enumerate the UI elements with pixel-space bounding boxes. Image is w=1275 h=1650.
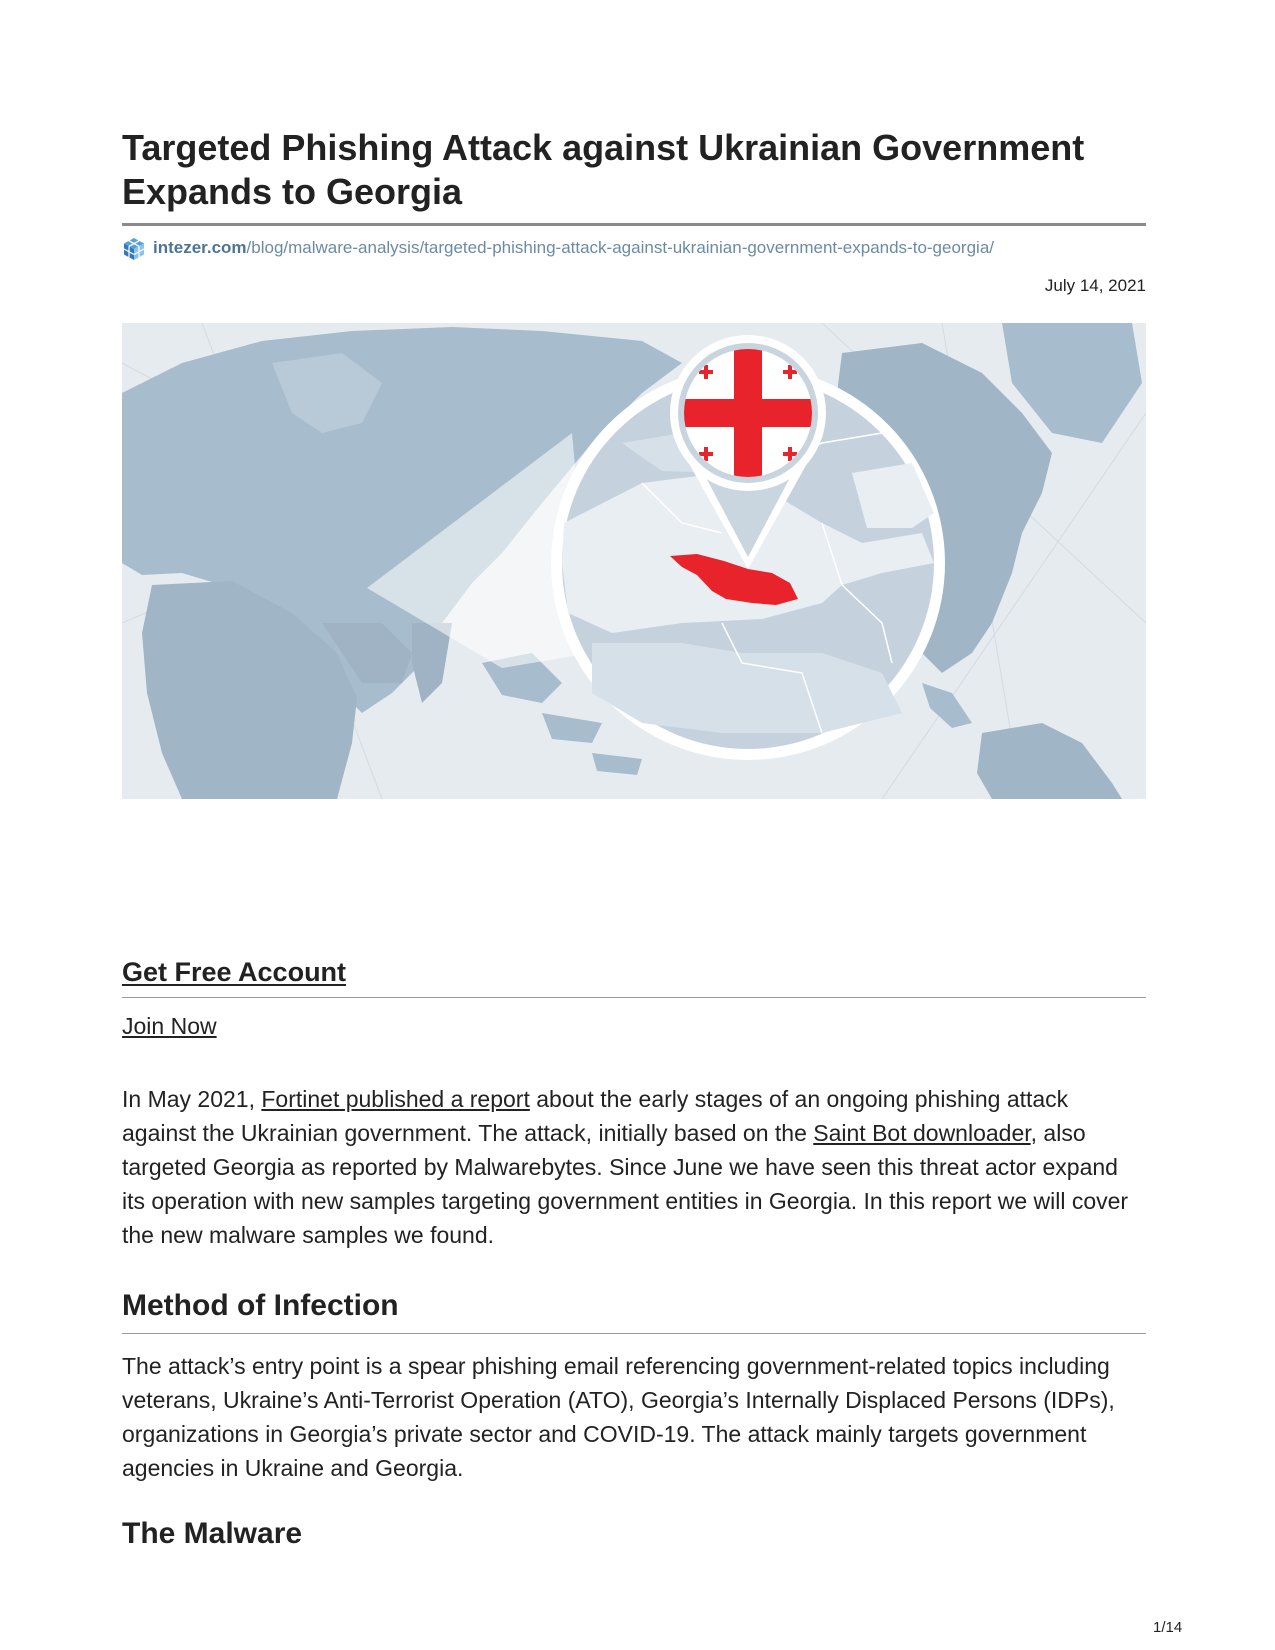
source-line [122,236,1146,260]
saint-bot-link[interactable]: Saint Bot downloader [813,1120,1031,1146]
cta-divider [122,997,1146,998]
article-title: Targeted Phishing Attack against Ukrainian Government Expands to Georgia [122,127,1085,212]
join-now-link[interactable]: Join Now [122,1013,217,1039]
the-malware-heading: The Malware [122,1517,303,1550]
title-divider [122,223,1146,226]
source-url[interactable]: intezer.com/blog/malware-analysis/targeted-phishing-attack-against-ukrainian-government-expands-to-georgia/ [153,238,994,257]
section-divider [122,1333,1146,1334]
intro-paragraph: In May 2021, Fortinet published a report about the early stages of an ongoing phishing attack against the Ukrainian government. The attack, initially based on the Saint Bot downloader, also targeted Georgia as reported by Malwarebytes. Since June we have seen this threat actor expand its operation with new samples targeting government entities in Georgia. In this report we will cover the new malware samples we found. [122,1086,1129,1248]
method-paragraph: The attack’s entry point is a spear phishing email referencing government-related topics including veterans, Ukraine’s Anti-Terrorist Operation (ATO), Georgia’s Internally Displaced Persons (IDPs), organizations in Georgia’s private sector and COVID-19. The attack mainly targets government agencies in Ukraine and Georgia. [122,1353,1115,1481]
method-of-infection-heading: Method of Infection [122,1289,399,1322]
publish-date: July 14, 2021 [1044,276,1146,295]
hero-image [122,323,1146,799]
get-free-account-link[interactable]: Get Free Account [122,957,347,987]
world-map-illustration [122,323,1146,799]
get-free-account-heading [122,955,346,989]
intezer-logo-icon [122,237,146,261]
fortinet-report-link[interactable]: Fortinet published a report [261,1086,530,1112]
page-number: 1/14 [1153,1619,1183,1636]
